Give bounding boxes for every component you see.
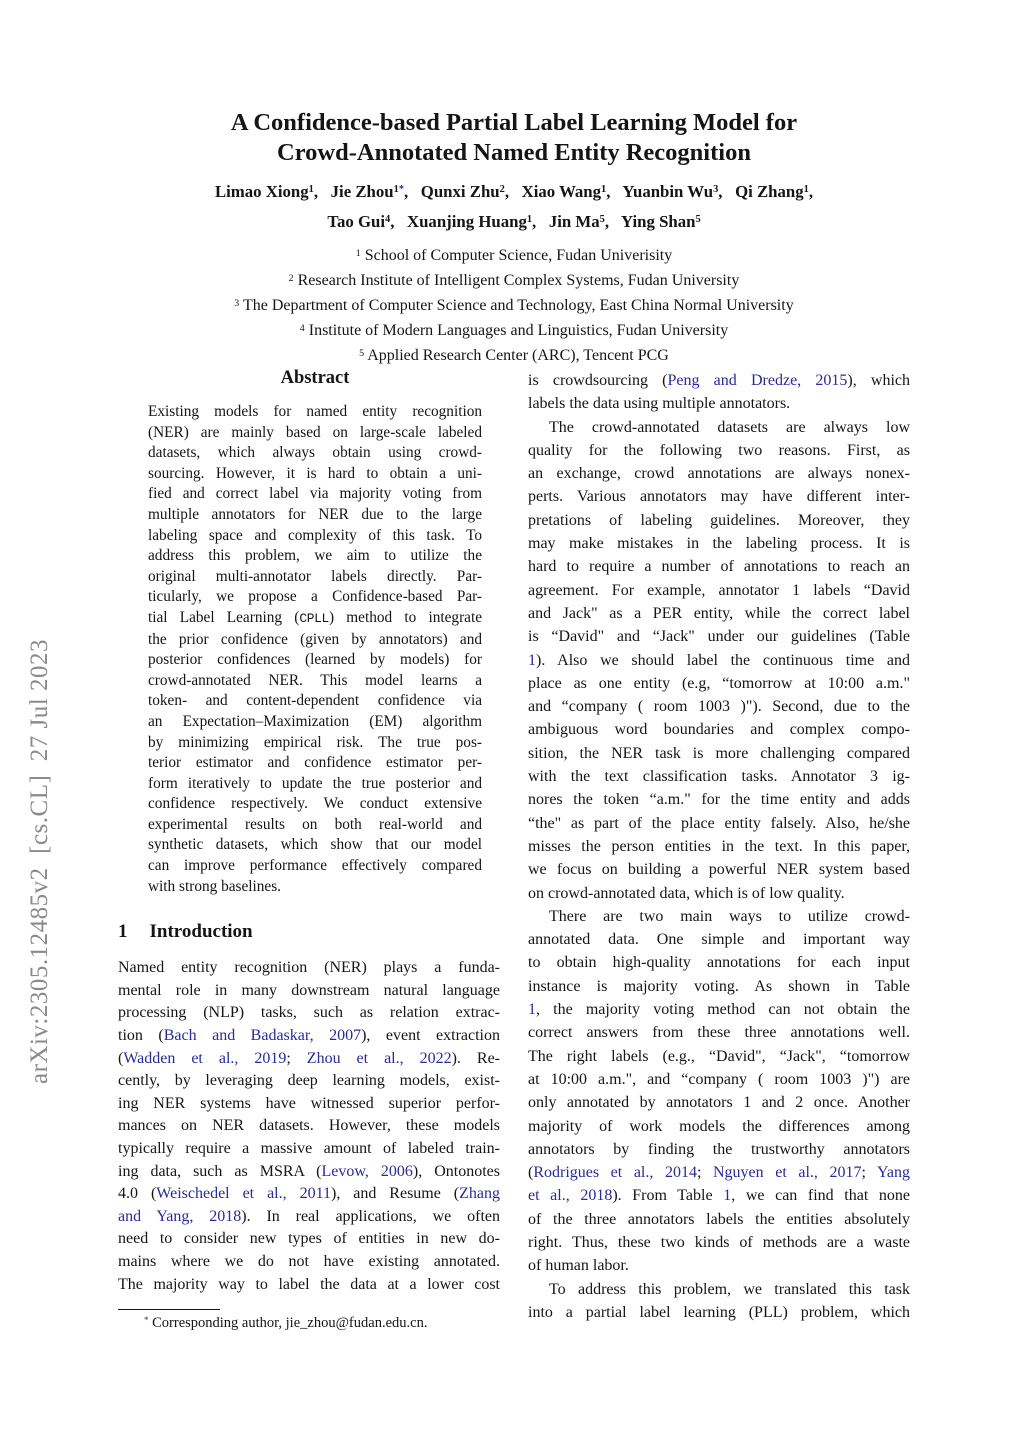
text-run: confidence respectively. We conduct extensive [148,795,482,813]
text-line [528,1254,910,1277]
text-line [148,464,482,485]
text-run: ing NER systems have witnessed superior perfor- [118,1094,500,1112]
text-run: Research Institute of Intelligent Complex Systems, Fudan University [293,272,740,289]
citation-link[interactable]: Levow, 2006 [321,1162,413,1180]
text-line [118,269,910,294]
text-run: Named entity recognition (NER) plays a funda- [118,959,500,977]
text-line [528,439,910,462]
text-line [528,882,910,905]
right-column [528,366,910,1334]
text-line [148,877,482,898]
text-run: majority of work models the differences among [528,1117,910,1135]
superscript: 1 [803,184,809,196]
text-line [528,1021,910,1044]
text-line [148,608,482,630]
text-line [528,975,910,998]
text-run: fied and correct label via majority voting from [148,485,482,503]
text-line [118,244,910,269]
superscript: 5 [359,347,365,359]
text-line [528,858,910,881]
text-run: of the three annotators labels the entities absolutely [528,1210,910,1228]
text-run: address this problem, we aim to utilize the [148,547,482,565]
text-run: ; [861,1164,877,1182]
superscript: 4 [385,214,391,226]
text-run: mances on NER datasets. However, these models [118,1117,500,1135]
text-run: mental role in many downstream natural language [118,981,500,999]
text-run: , Qunxi Zhu [404,182,500,201]
text-line [528,555,910,578]
text-line [118,108,910,138]
text-run: , Yuanbin Wu [606,182,714,201]
text-line [528,369,910,392]
text-line [528,1161,910,1184]
text-run: the prior confidence (given by annotators) and [148,630,482,648]
superscript: 1 [526,214,533,226]
text-run: ambiguous word boundaries and complex compo- [528,721,910,739]
text-run: we focus on building a powerful NER system based [528,861,910,879]
text-run: , the majority voting method can not obtain the [536,1001,910,1019]
text-run: cently, by leveraging deep learning models, exist- [118,1072,500,1090]
text-line [528,1091,910,1114]
text-run: an exchange, crowd annotations are always nonex- [528,465,910,483]
text-run: terior estimator and confidence estimator per- [148,754,482,772]
text-run: The majority way to label the data at a lower cost [118,1275,500,1293]
superscript: 1 [393,184,399,196]
author-list [118,178,910,238]
text-run: ), which [847,372,910,389]
text-run: To address this problem, we translated this task [549,1280,910,1298]
text-run: ; [286,1049,307,1067]
text-line [528,835,910,858]
superscript: 1 [308,184,314,196]
text-line [118,1070,500,1093]
text-run: Institute of Modern Languages and Linguistics, Fudan University [304,322,729,339]
text-run: nores the token “a.m." for the time entity and adds [528,791,910,809]
text-line [118,1206,500,1229]
text-line [118,319,910,344]
text-line [528,485,910,508]
text-line [528,928,910,951]
text-run: an Expectation–Maximization (EM) algorithm [148,712,482,730]
text-run: can improve performance effectively compared [148,857,482,875]
citation-link[interactable]: Weischedel et al., 2011 [156,1185,331,1203]
citation-link[interactable]: Peng and Dredze, 2015 [667,372,848,389]
text-run: with strong baselines. [148,877,281,895]
text-run: perts. Various annotators may have different inter- [528,488,910,506]
text-line [528,905,910,928]
text-line [528,462,910,485]
text-run: annotators by finding the trustworthy annotators [528,1140,910,1158]
citation-link[interactable]: Rodrigues et al., 2014 [533,1164,697,1182]
superscript: 1 [355,247,361,259]
text-line [118,208,910,238]
text-run: to obtain high-quality annotations for each input [528,954,910,972]
superscript: 3 [234,297,240,309]
citation-link[interactable]: Nguyen et al., 2017 [712,1164,862,1182]
text-line [148,753,482,774]
text-run: Corresponding author, jie_zhou@fudan.edu.cn. [148,1315,428,1332]
text-line [528,1184,910,1207]
text-run: Tao Gui [327,212,385,231]
text-line [118,1002,500,1025]
text-run: ( [118,1049,124,1067]
text-line [148,526,482,547]
superscript: 2 [288,272,294,284]
text-run: Existing models for named entity recognition [148,403,482,420]
text-line [528,416,910,439]
code-text: CPLL [299,610,329,626]
abstract-block [118,366,500,897]
text-run: hard to require a number of annotations to reach an [528,558,910,576]
text-line [118,1048,500,1071]
text-line [148,774,482,795]
text-line [148,546,482,567]
text-run: token- and content-dependent confidence via [148,692,482,710]
superscript: 1 [601,184,607,196]
text-line [528,765,910,788]
paper-title [118,108,910,168]
text-line [528,1045,910,1068]
text-line [528,672,910,695]
text-run: of human labor. [528,1257,629,1275]
text-line [528,625,910,648]
text-line [118,1115,500,1138]
text-run: typically require a massive amount of labeled train- [118,1140,500,1157]
text-run: The Department of Computer Science and Technology, East China Normal University [239,297,794,314]
text-run: ). In real applications, we often [241,1207,500,1225]
text-run: ), and Resume ( [330,1185,460,1203]
citation-link[interactable]: 1 [528,651,536,669]
text-line [148,587,482,608]
footnote-rule [118,1309,220,1310]
citation-link[interactable]: Zhou et al., 2022 [306,1049,452,1067]
text-run: need to consider new types of entities in new do- [118,1230,500,1248]
text-run: ( [528,1164,534,1182]
text-line [528,788,910,811]
text-run: synthetic datasets, which show that our model [148,836,482,854]
text-line [118,294,910,319]
text-run: ). Re- [451,1049,500,1067]
text-run: multiple annotators for NER due to the large [148,505,482,523]
text-line [528,1208,910,1231]
text-run: ) method to integrate [328,608,483,626]
text-run: ), event extraction [361,1027,500,1045]
text-run: , we can find that none [731,1187,911,1205]
text-run: instance is majority voting. As shown in Table [528,977,910,995]
citation-link[interactable]: 1 [528,1001,536,1019]
superscript: 3 [713,184,719,196]
text-line [528,1115,910,1138]
text-line [528,579,910,602]
text-run: correct answers from these three annotations well. [528,1024,910,1042]
text-run: only annotated by annotators 1 and 2 once. Another [528,1094,910,1112]
text-run: ). Also we should label the continuous time and [536,651,910,669]
text-run: ticularly, we propose a Confidence-based Par- [148,588,482,606]
text-run: ing data, such as MSRA ( [118,1162,322,1180]
text-line [148,835,482,856]
text-line [118,1251,500,1274]
text-line [528,812,910,835]
citation-link[interactable]: Zhang [459,1185,501,1203]
text-line [148,691,482,712]
abstract-heading: Abstract [280,368,350,388]
text-run: with the text classification tasks. Annotator 3 ig- [528,768,910,786]
text-run: tion ( [118,1027,164,1045]
text-run: crowd-annotated NER. This model learns a [148,671,482,689]
text-line [148,630,482,651]
text-line [118,1228,500,1251]
text-run: The right labels (e.g., “David", “Jack", “tomorrow [528,1047,910,1065]
text-run: sition, the NER task is more challenging compared [528,744,910,762]
text-line [528,998,910,1021]
text-line [148,815,482,836]
citation-link[interactable]: and Yang, 2018 [118,1207,242,1225]
text-line [118,178,910,208]
text-run: quality for the following two reasons. First, as [528,441,910,459]
text-line [528,1301,910,1324]
abstract-text [148,402,482,897]
text-run: , Jie Zhou [313,182,394,201]
text-run: form iteratively to update the true posterior and [148,774,482,792]
text-line [148,733,482,754]
section-title: Introduction [149,921,253,943]
text-run: There are two main ways to utilize crowd- [549,907,910,925]
text-line [148,423,482,444]
text-line [528,742,910,765]
text-run: The crowd-annotated datasets are always low [549,418,910,436]
text-run: annotated data. One simple and important way [528,931,910,949]
text-line [118,1183,500,1206]
superscript: 4 [299,322,305,334]
text-run: , Qi Zhang [718,182,804,201]
text-run: into a partial label learning (PLL) problem, which [528,1303,910,1321]
text-run: is crowdsourcing ( [528,372,668,389]
text-line [528,509,910,532]
superscript: 2 [499,184,505,196]
text-run: Applied Research Center (ARC), Tencent PCG [364,347,669,364]
text-run: 4.0 ( [118,1185,157,1203]
text-line [148,650,482,671]
text-line [528,1068,910,1091]
text-run: posterior confidences (learned by models) for [148,651,482,669]
left-column [118,366,500,1334]
citation-link[interactable]: Bach and Badaskar, 2007 [163,1027,362,1045]
citation-link[interactable]: Wadden et al., 2019 [123,1049,287,1067]
text-line [528,718,910,741]
text-line [528,649,910,672]
text-line [118,138,910,168]
text-line [118,957,500,980]
text-run: sourcing. However, it is hard to obtain a uni- [148,464,482,482]
text-run: , Xuanjing Huang [390,212,527,231]
text-run: is “David" and “Jack" under our guidelines (Table [528,628,910,646]
text-line [148,567,482,588]
text-run: place as one entity (e.g, “tomorrow at 10:00 a.m." [528,674,910,692]
text-run: labeling space and complexity of this task. To [148,526,482,544]
section-heading-introduction [118,919,500,945]
text-run: A Confidence-based Partial Label Learning Model for [230,109,798,136]
text-line [118,980,500,1003]
text-run: , Xiao Wang [504,182,602,201]
text-run: mains where we do not have existing annotated. [118,1252,500,1270]
text-run: at 10:00 a.m.", and “company ( room 1003 )") are [528,1070,910,1088]
text-line [118,1274,500,1297]
text-line [148,712,482,733]
footnote-marker-link[interactable]: * [144,1315,149,1326]
text-run: , Ying Shan [604,212,696,231]
text-run: experimental results on both real-world and [148,815,482,833]
arxiv-watermark: arXiv:2305.12485v2 [cs.CL] 27 Jul 2023 [26,639,53,1084]
text-run: datasets, which always obtain using crowd- [148,444,482,462]
text-run: agreement. For example, annotator 1 labels “David [528,581,910,599]
text-line [528,602,910,625]
text-run: , [808,182,814,201]
text-run: ), Ontonotes [412,1162,501,1180]
text-line [118,1313,500,1334]
text-run: may make mistakes in the labeling process. It is [528,535,910,553]
footnote [118,1313,500,1334]
section-number: 1 [118,921,128,943]
superscript: 5 [599,214,605,226]
text-line [148,402,482,423]
text-line [118,1138,500,1161]
text-run: ; [696,1164,713,1182]
text-run: Crowd-Annotated Named Entity Recognition [277,139,751,166]
footnote-marker-link[interactable]: * [398,184,405,196]
text-run: School of Computer Science, Fudan Univerisity [360,247,673,264]
superscript: 5 [695,214,701,226]
text-run: original multi-annotator labels directly. Par- [148,567,482,585]
text-line [148,671,482,692]
citation-link[interactable]: 1 [723,1187,732,1205]
text-run: tial Label Learning ( [148,608,300,626]
text-line [118,1093,500,1116]
text-run: and Jack" as a PER entity, while the correct label [528,604,910,622]
text-run: labels the data using multiple annotators. [528,395,791,413]
text-run: , Jin Ma [532,212,600,231]
text-run: misses the person entities in the text. In this paper, [528,837,910,855]
affiliation-list [118,244,910,369]
citation-link[interactable]: Yang [876,1164,910,1182]
two-column-body [118,366,910,1334]
text-line [528,695,910,718]
text-run: Limao Xiong [214,182,309,201]
text-line [528,532,910,555]
text-line [528,1231,910,1254]
text-line [528,1278,910,1301]
text-run: right. Thus, these two kinds of methods are a waste [528,1233,910,1251]
introduction-text [118,957,500,1296]
text-line [148,484,482,505]
text-run: and “company ( room 1003 )"). Second, due to the [528,698,910,716]
text-line [148,794,482,815]
text-run: ). From Table [612,1187,724,1205]
text-line [528,951,910,974]
paper-header [118,108,910,369]
text-run: on crowd-annotated data, which is of low quality. [528,884,845,902]
text-line [148,505,482,526]
text-line [148,856,482,877]
text-line [118,1161,500,1184]
citation-link[interactable]: et al., 2018 [528,1187,613,1205]
text-run: processing (NLP) tasks, such as relation extrac- [118,1004,500,1022]
text-line [528,392,910,415]
text-run: “the" as part of the place entity falsely. Also, he/she [528,814,910,832]
text-line [118,1025,500,1048]
text-run: (NER) are mainly based on large-scale labeled [148,423,482,441]
text-run: pretations of labeling guidelines. Moreover, they [528,511,910,529]
text-line [148,443,482,464]
text-line [528,1138,910,1161]
text-run: by minimizing empirical risk. The true pos- [148,733,482,751]
